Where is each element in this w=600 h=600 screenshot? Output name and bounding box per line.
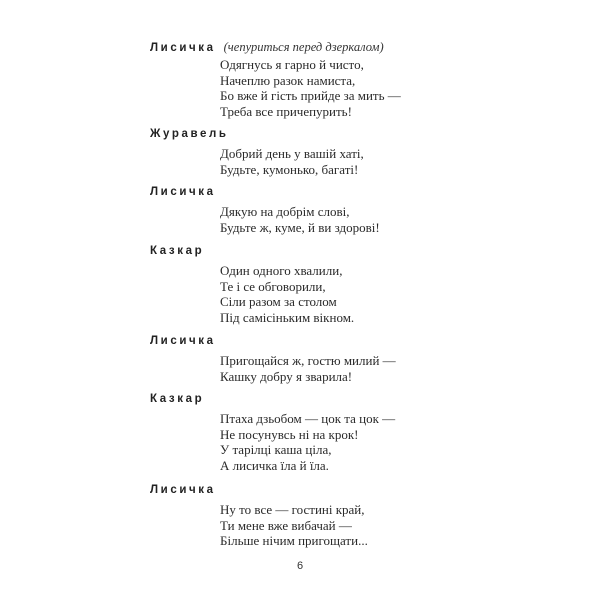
verse-line: Начеплю разок намиста, bbox=[220, 72, 356, 88]
verse-block bbox=[220, 57, 401, 119]
verse-block bbox=[220, 146, 364, 177]
verse-block bbox=[220, 263, 354, 325]
page-number: 6 bbox=[296, 560, 304, 572]
verse-line: Сіли разом за столом bbox=[220, 294, 337, 309]
verse-line: Добрий день у вашій хаті, bbox=[220, 146, 364, 161]
verse-line: А лисичка їла й їла. bbox=[220, 457, 329, 473]
speaker-name bbox=[150, 245, 204, 257]
verse-line: Не посунувсь ні на крок! bbox=[220, 426, 359, 442]
speaker-label: Лисичка bbox=[150, 42, 216, 54]
verse-line: Пригощайся ж, гостю милий — bbox=[220, 353, 396, 368]
verse-block bbox=[220, 204, 380, 235]
verse-line: Треба все причепурить! bbox=[220, 103, 352, 119]
speaker-label: Лисичка bbox=[150, 186, 216, 198]
verse-line: Кашку добру я зварила! bbox=[220, 368, 353, 384]
verse-line: Під самісіньким вікном. bbox=[220, 309, 355, 325]
verse-line: Ти мене вже вибачай — bbox=[220, 517, 352, 533]
stage-direction: (чепуриться перед дзеркалом) bbox=[223, 40, 384, 54]
verse-line: Дякую на добрім слові, bbox=[220, 204, 350, 219]
speaker-label: Лисичка bbox=[150, 484, 216, 496]
verse-block bbox=[220, 411, 395, 473]
verse-line: Те і се обговорили, bbox=[220, 278, 326, 294]
verse-block bbox=[220, 502, 368, 549]
speaker-label: Казкар bbox=[150, 245, 205, 257]
verse-line: Будьте, кумонько, багаті! bbox=[220, 161, 359, 177]
verse-block bbox=[220, 353, 396, 384]
verse-line: Будьте ж, куме, й ви здорові! bbox=[220, 219, 380, 235]
verse-line: Більше нічим пригощати... bbox=[220, 533, 368, 548]
speaker-label: Лисичка bbox=[150, 335, 216, 347]
speaker-name bbox=[150, 40, 384, 55]
verse-line: Птаха дзьобом — цок та цок — bbox=[220, 411, 396, 426]
speaker-name bbox=[150, 484, 216, 496]
verse-line: Ну то все — гостині край, bbox=[220, 502, 365, 517]
speaker-label: Журавель bbox=[150, 128, 229, 140]
speaker-name bbox=[150, 335, 216, 347]
verse-line: У тарілці каша ціла, bbox=[220, 442, 332, 457]
speaker-label: Казкар bbox=[150, 393, 205, 405]
verse-line: Один одного хвалили, bbox=[220, 263, 343, 278]
verse-line: Одягнусь я гарно й чисто, bbox=[220, 57, 364, 72]
speaker-name bbox=[150, 128, 229, 140]
verse-line: Бо вже й гість прийде за мить — bbox=[220, 88, 401, 103]
speaker-name bbox=[150, 393, 204, 405]
speaker-name bbox=[150, 186, 216, 198]
